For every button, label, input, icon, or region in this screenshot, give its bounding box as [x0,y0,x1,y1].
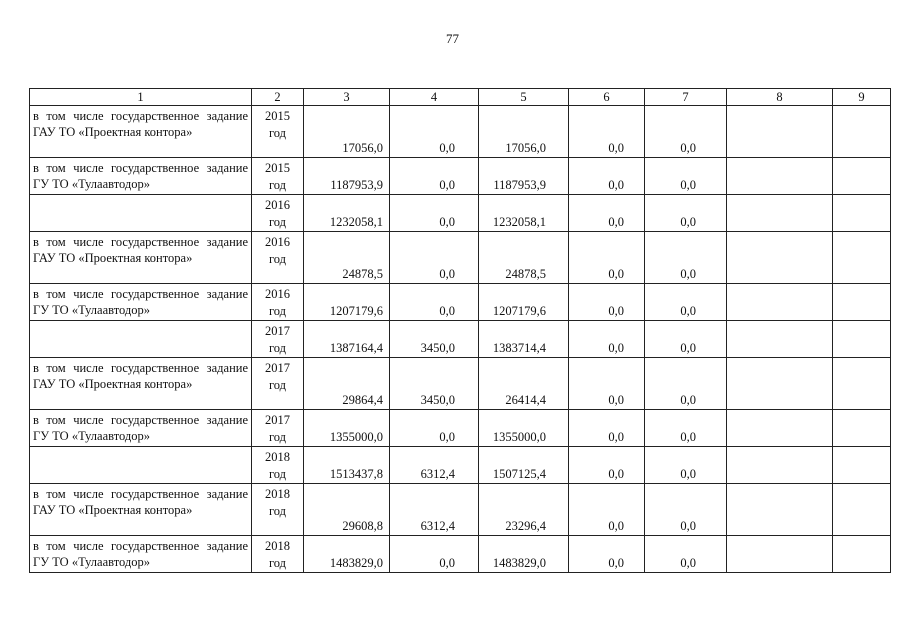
column-number-header: 7 [645,89,727,106]
value-cell-col-5: 17056,0 [479,106,569,158]
value-cell-col-9 [833,484,891,536]
value-cell-col-9 [833,358,891,410]
value-cell-col-4: 3450,0 [390,358,479,410]
value-cell-col-3: 1207179,6 [304,284,390,321]
value-cell-col-3: 29608,8 [304,484,390,536]
value-cell-col-4: 0,0 [390,106,479,158]
table-row [30,447,891,484]
year-value: 2015 [265,109,290,123]
table-row [30,158,891,195]
column-number-header: 4 [390,89,479,106]
value-cell-col-8 [727,447,833,484]
row-description: в том числе государственное задание ГУ ТО «Тулаавтодор» [30,410,252,447]
value-cell-col-6: 0,0 [569,447,645,484]
year-unit: год [268,504,287,518]
value-cell-col-6: 0,0 [569,484,645,536]
year-value: 2017 [265,324,290,338]
year-cell [252,536,304,573]
year-unit: год [268,341,287,355]
row-description [30,195,252,232]
value-cell-col-3: 1387164,4 [304,321,390,358]
year-value: 2016 [265,287,290,301]
year-value: 2015 [265,161,290,175]
table-row [30,536,891,573]
value-cell-col-6: 0,0 [569,232,645,284]
value-cell-col-5: 1355000,0 [479,410,569,447]
year-value: 2016 [265,235,290,249]
year-unit: год [268,215,287,229]
value-cell-col-8 [727,484,833,536]
value-cell-col-3: 29864,4 [304,358,390,410]
value-cell-col-6: 0,0 [569,321,645,358]
value-cell-col-8 [727,284,833,321]
value-cell-col-6: 0,0 [569,158,645,195]
value-cell-col-5: 24878,5 [479,232,569,284]
column-number-header: 2 [252,89,304,106]
value-cell-col-3: 1513437,8 [304,447,390,484]
value-cell-col-4: 3450,0 [390,321,479,358]
column-number-header: 8 [727,89,833,106]
year-cell [252,321,304,358]
value-cell-col-7: 0,0 [645,195,727,232]
value-cell-col-9 [833,410,891,447]
value-cell-col-4: 6312,4 [390,447,479,484]
year-unit: год [268,126,287,140]
table-row [30,284,891,321]
value-cell-col-9 [833,195,891,232]
value-cell-col-9 [833,447,891,484]
row-description: в том числе государственное задание ГАУ ТО «Проектная контора» [30,358,252,410]
column-number-header: 6 [569,89,645,106]
value-cell-col-9 [833,284,891,321]
value-cell-col-7: 0,0 [645,358,727,410]
budget-table [29,88,891,573]
value-cell-col-5: 23296,4 [479,484,569,536]
value-cell-col-7: 0,0 [645,106,727,158]
value-cell-col-5: 26414,4 [479,358,569,410]
value-cell-col-4: 0,0 [390,284,479,321]
value-cell-col-3: 1232058,1 [304,195,390,232]
year-unit: год [268,378,287,392]
row-description: в том числе государственное задание ГУ ТО «Тулаавтодор» [30,284,252,321]
row-description: в том числе государственное задание ГАУ ТО «Проектная контора» [30,484,252,536]
column-number-header: 1 [30,89,252,106]
value-cell-col-8 [727,106,833,158]
table-row [30,358,891,410]
value-cell-col-8 [727,358,833,410]
year-cell [252,284,304,321]
value-cell-col-6: 0,0 [569,536,645,573]
value-cell-col-4: 0,0 [390,232,479,284]
value-cell-col-5: 1232058,1 [479,195,569,232]
value-cell-col-5: 1383714,4 [479,321,569,358]
table-row [30,106,891,158]
year-unit: год [268,252,287,266]
row-description: в том числе государственное задание ГАУ ТО «Проектная контора» [30,232,252,284]
year-value: 2018 [265,487,290,501]
value-cell-col-3: 24878,5 [304,232,390,284]
value-cell-col-5: 1187953,9 [479,158,569,195]
row-description [30,321,252,358]
year-value: 2017 [265,413,290,427]
value-cell-col-3: 17056,0 [304,106,390,158]
value-cell-col-3: 1483829,0 [304,536,390,573]
value-cell-col-7: 0,0 [645,158,727,195]
column-number-header: 3 [304,89,390,106]
year-value: 2018 [265,539,290,553]
table-row [30,321,891,358]
value-cell-col-6: 0,0 [569,106,645,158]
year-cell [252,106,304,158]
value-cell-col-8 [727,232,833,284]
table-row [30,410,891,447]
year-unit: год [268,178,287,192]
value-cell-col-9 [833,232,891,284]
row-description: в том числе государственное задание ГАУ ТО «Проектная контора» [30,106,252,158]
value-cell-col-7: 0,0 [645,536,727,573]
value-cell-col-4: 6312,4 [390,484,479,536]
value-cell-col-5: 1507125,4 [479,447,569,484]
value-cell-col-8 [727,195,833,232]
value-cell-col-7: 0,0 [645,321,727,358]
column-number-header: 5 [479,89,569,106]
year-value: 2017 [265,361,290,375]
row-description: в том числе государственное задание ГУ ТО «Тулаавтодор» [30,158,252,195]
value-cell-col-5: 1207179,6 [479,284,569,321]
column-number-header: 9 [833,89,891,106]
year-value: 2018 [265,450,290,464]
year-cell [252,232,304,284]
value-cell-col-4: 0,0 [390,195,479,232]
year-unit: год [268,467,287,481]
year-unit: год [268,430,287,444]
year-cell [252,484,304,536]
value-cell-col-9 [833,536,891,573]
value-cell-col-8 [727,158,833,195]
value-cell-col-3: 1355000,0 [304,410,390,447]
value-cell-col-6: 0,0 [569,358,645,410]
value-cell-col-4: 0,0 [390,410,479,447]
row-description: в том числе государственное задание ГУ ТО «Тулаавтодор» [30,536,252,573]
value-cell-col-7: 0,0 [645,410,727,447]
year-cell [252,158,304,195]
value-cell-col-6: 0,0 [569,410,645,447]
value-cell-col-9 [833,158,891,195]
year-cell [252,358,304,410]
value-cell-col-5: 1483829,0 [479,536,569,573]
value-cell-col-8 [727,321,833,358]
value-cell-col-7: 0,0 [645,447,727,484]
page-number: 77 [446,31,459,46]
year-cell [252,447,304,484]
column-number-header-row [30,89,891,106]
value-cell-col-7: 0,0 [645,284,727,321]
value-cell-col-7: 0,0 [645,232,727,284]
value-cell-col-3: 1187953,9 [304,158,390,195]
year-unit: год [268,556,287,570]
year-cell [252,410,304,447]
value-cell-col-9 [833,321,891,358]
year-unit: год [268,304,287,318]
value-cell-col-4: 0,0 [390,536,479,573]
year-cell [252,195,304,232]
value-cell-col-4: 0,0 [390,158,479,195]
value-cell-col-8 [727,410,833,447]
table-row [30,484,891,536]
value-cell-col-7: 0,0 [645,484,727,536]
table-row [30,195,891,232]
row-description [30,447,252,484]
value-cell-col-9 [833,106,891,158]
value-cell-col-6: 0,0 [569,195,645,232]
table-row [30,232,891,284]
value-cell-col-8 [727,536,833,573]
value-cell-col-6: 0,0 [569,284,645,321]
year-value: 2016 [265,198,290,212]
